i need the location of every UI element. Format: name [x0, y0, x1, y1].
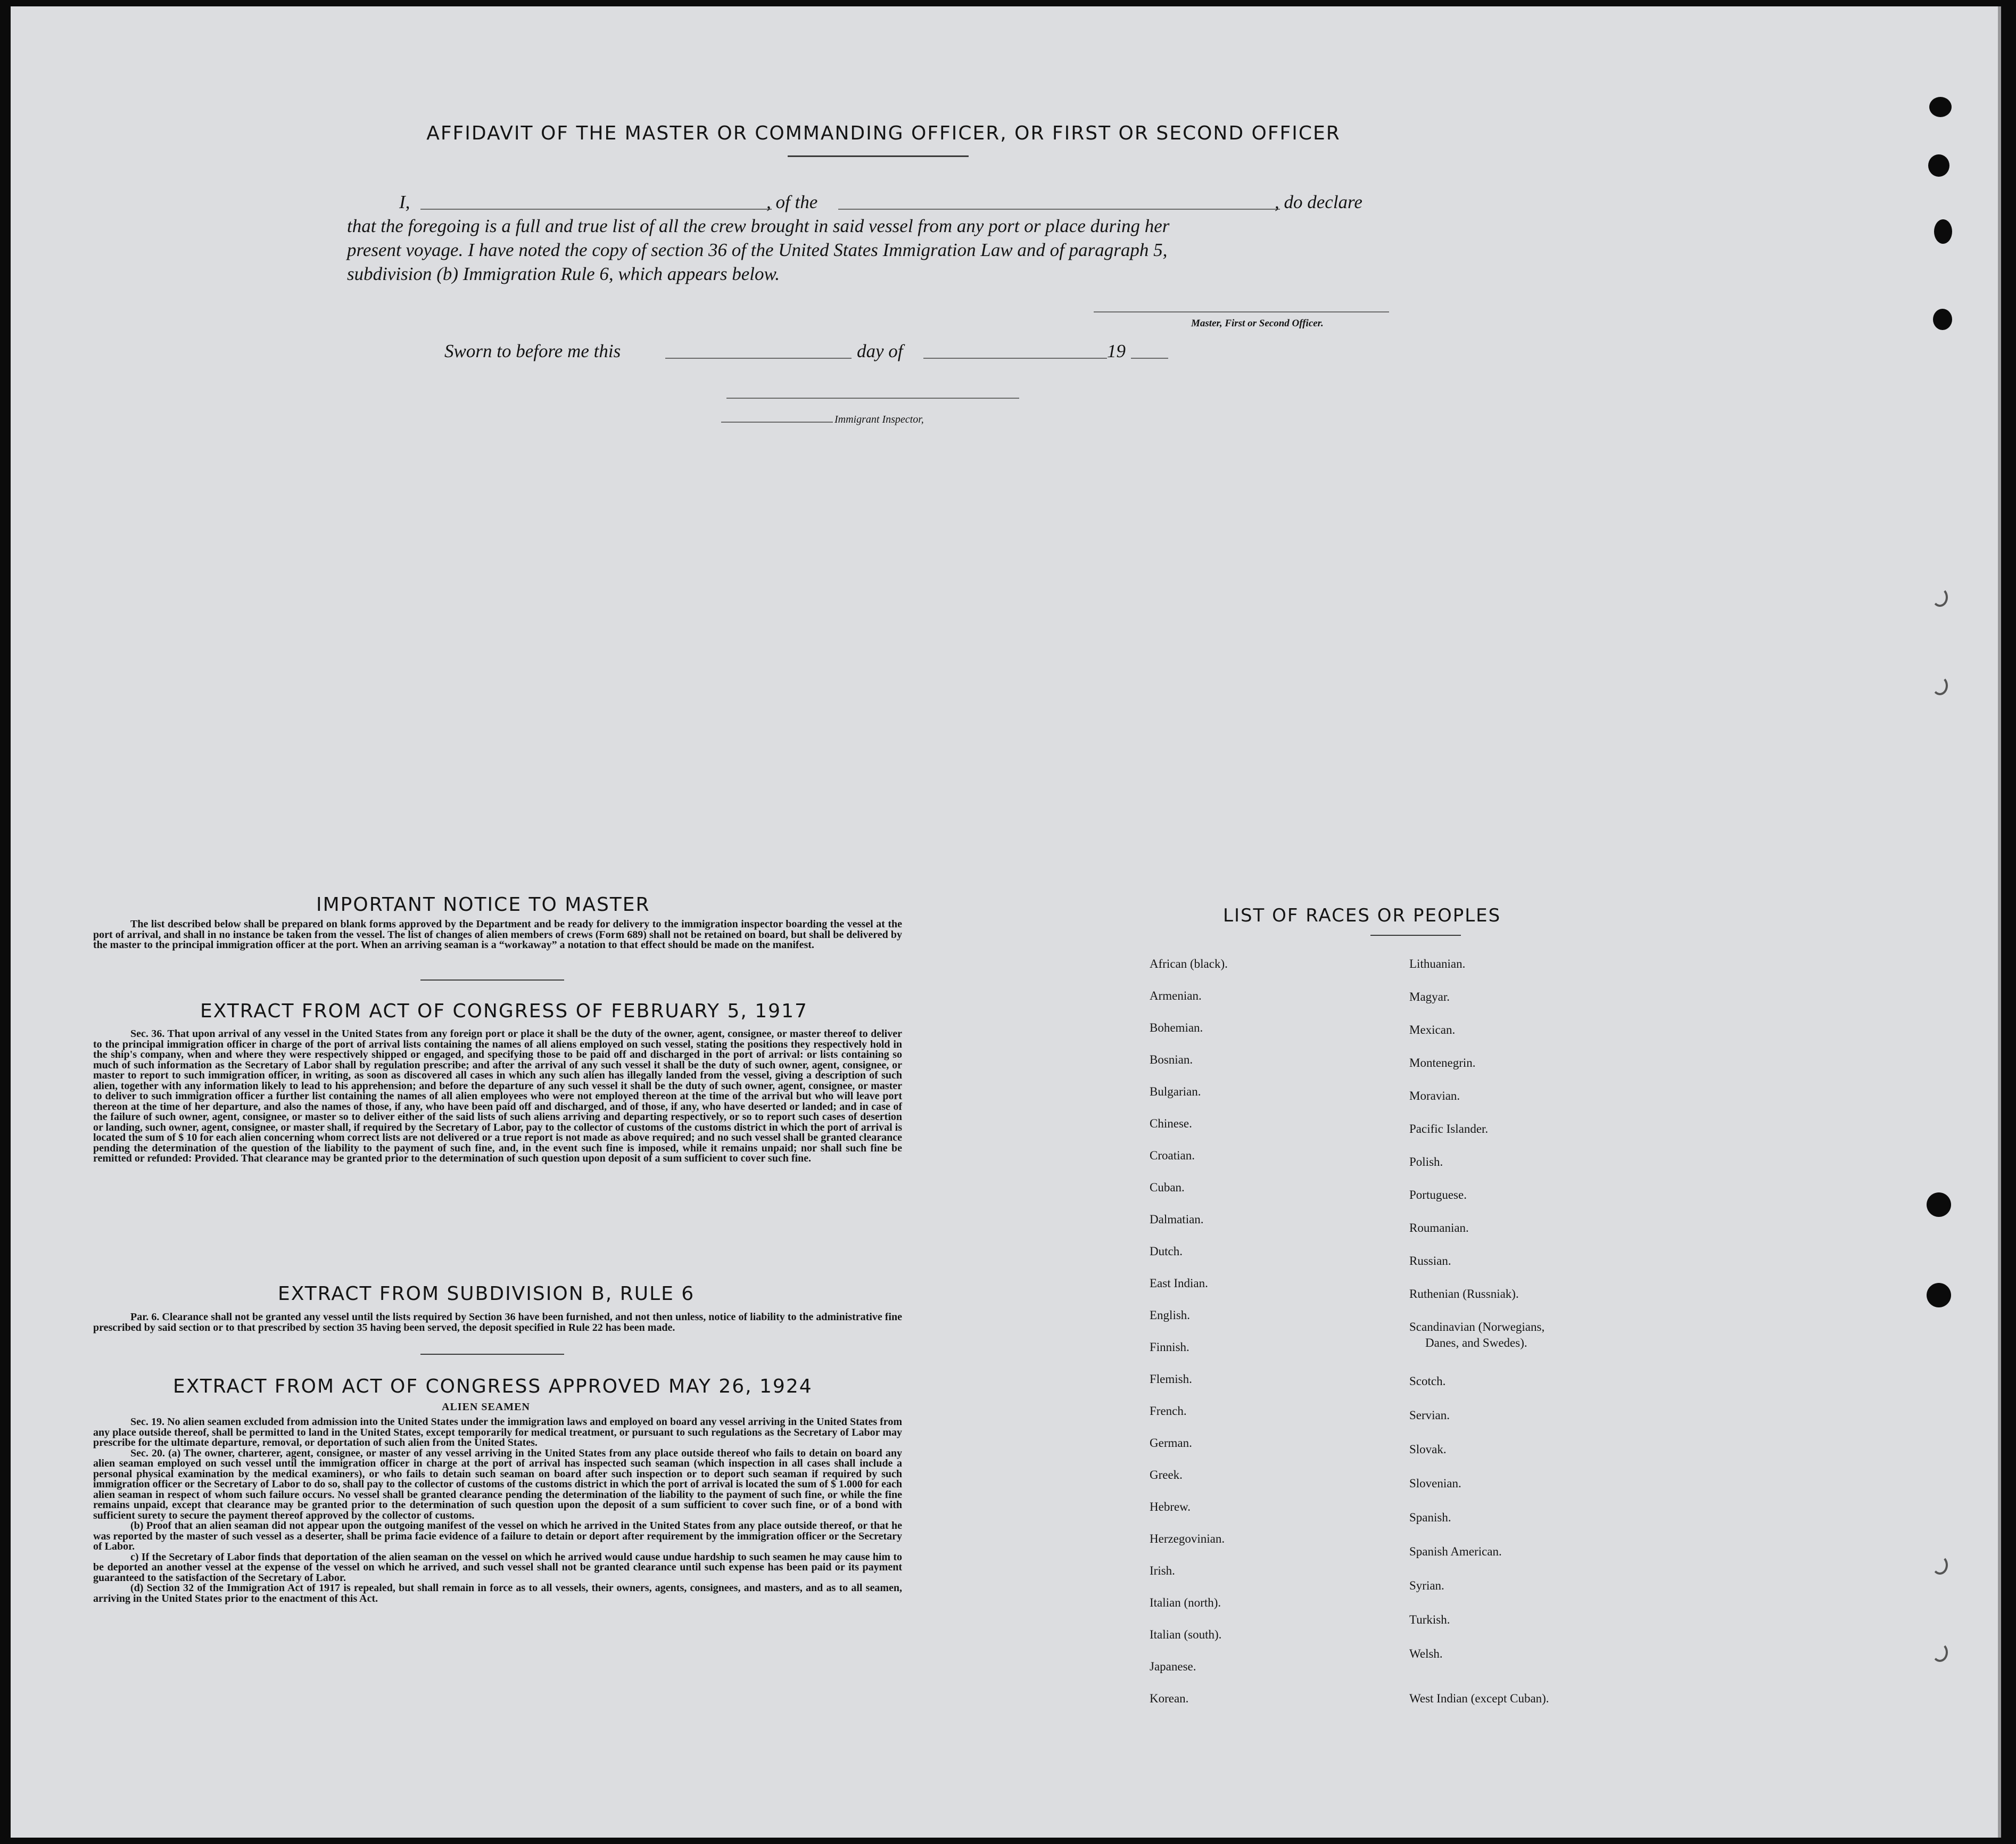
rule6-body-text: Par. 6. Clearance shall not be granted any vessel until the lists required by Section 36 have been furnished, and not then unless, notice of liability to the administrative fine prescribed by said section or to that prescribed by section 35 having been served, the deposit specified in Rule 22 has been made.	[93, 1311, 902, 1333]
sworn-year-blank[interactable]	[1131, 358, 1168, 359]
race-item: Scandinavian (Norwegians,	[1409, 1320, 1545, 1333]
inspector-line-short	[721, 422, 833, 423]
race-item: Slovenian.	[1409, 1477, 1461, 1490]
race-item: Syrian.	[1409, 1579, 1444, 1592]
notice-body	[93, 919, 902, 951]
race-item: Irish.	[1150, 1564, 1175, 1577]
affidavit-line3: present voyage. I have noted the copy of section 36 of the United States Immigration Law and of paragraph 5,	[347, 240, 1168, 260]
punch-hole-outline	[1932, 1643, 1948, 1662]
race-item: Cuban.	[1150, 1181, 1185, 1194]
race-item: Roumanian.	[1409, 1221, 1469, 1234]
race-item: African (black).	[1150, 957, 1228, 970]
race-item: Chinese.	[1150, 1117, 1192, 1130]
sec20c-paragraph	[93, 1552, 902, 1584]
race-item: Croatian.	[1150, 1149, 1195, 1162]
rule6-body	[93, 1312, 902, 1333]
race-item: Portuguese.	[1409, 1188, 1467, 1201]
race-item: East Indian.	[1150, 1277, 1208, 1290]
sec20b-text: (b) Proof that an alien seaman did not appear upon the outgoing manifest of the vessel on which he arrived in the United States from any place outside thereof, or that he was reported by the master of such vessel as a deserter, shall be prima facie evidence of a failure to detain or deport after requirement by the immigration officer or the Secretary of Labor.	[93, 1520, 902, 1552]
punch-hole	[1934, 219, 1952, 244]
notice-body-text: The list described below shall be prepared on blank forms approved by the Department and be ready for delivery to the immigration inspector boarding the vessel at the port of arrival, and shall in no instance be taken from the vessel. The list of changes of alien members of crews (Form 689) shall not be retained on board, but shall be delivered by the master to the principal immigration officer at the port. When an arriving seaman is a “workaway” a notation to that effect should be made on the manifest.	[93, 918, 902, 951]
sworn-day-blank[interactable]	[665, 358, 852, 359]
affidavit-line2: that the foregoing is a full and true list of all the crew brought in said vessel from any port or place during her	[347, 216, 1170, 236]
inspector-caption: Immigrant Inspector,	[835, 414, 924, 425]
race-item: Greek.	[1150, 1468, 1183, 1481]
affidavit-line1-mid: , of the	[766, 192, 818, 212]
sworn-month-blank[interactable]	[923, 358, 1107, 359]
notice-title: IMPORTANT NOTICE TO MASTER	[316, 894, 650, 916]
race-item: Italian (north).	[1150, 1596, 1221, 1609]
sec20c-text: c) If the Secretary of Labor finds that deportation of the alien seaman on the vessel on which he arrived would cause undue hardship to such seamen he may cause him to be deported an another vessel at the expense of the vessel on which he arrived, and such vessel shall not be granted clearance until such expense has been paid or its payment guaranteed to the satisfaction of the Secretary of Labor.	[93, 1551, 902, 1584]
race-item: Servian.	[1409, 1409, 1450, 1422]
race-item: Bohemian.	[1150, 1021, 1203, 1034]
sworn-year-prefix: 19	[1107, 341, 1126, 361]
race-item: Slovak.	[1409, 1443, 1447, 1456]
race-item: Pacific Islander.	[1409, 1122, 1489, 1135]
signature-caption: Master, First or Second Officer.	[1191, 318, 1324, 329]
race-item: Lithuanian.	[1409, 957, 1466, 970]
title-underline	[788, 155, 969, 157]
punch-hole-outline	[1932, 1555, 1948, 1575]
race-item: Spanish American.	[1409, 1545, 1502, 1558]
race-item: Dutch.	[1150, 1245, 1183, 1258]
punch-hole	[1933, 309, 1952, 330]
sec19-text: Sec. 19. No alien seamen excluded from admission into the United States under the immigration laws and employed on board any vessel arriving in the United States from any place outside thereof, shall be permitted to land in the United States, except temporarily for medical treatment, or pursuant to such regulations as the Secretary of Labor may prescribe for the ultimate departure, removal, or deportation of such alien from the United States.	[93, 1416, 902, 1448]
sworn-text: Sworn to before me this	[444, 341, 621, 361]
race-item: Bulgarian.	[1150, 1085, 1201, 1098]
extract-1924-subtitle: ALIEN SEAMEN	[442, 1401, 530, 1413]
inspector-signature-line[interactable]	[726, 398, 1019, 399]
race-item: Ruthenian (Russniak).	[1409, 1287, 1519, 1300]
extract-1917-title: EXTRACT FROM ACT OF CONGRESS OF FEBRUARY 5, 1917	[200, 1000, 808, 1022]
race-item: Dalmatian.	[1150, 1213, 1204, 1226]
affidavit-title: AFFIDAVIT OF THE MASTER OR COMMANDING OFFICER, OR FIRST OR SECOND OFFICER	[426, 122, 1341, 144]
punch-hole	[1927, 1283, 1951, 1307]
punch-hole-outline	[1932, 676, 1948, 695]
sec20a-text: Sec. 20. (a) The owner, charterer, agent, consignee, or master of any vessel arriving in the United States from any place outside thereof who fails to detain on board any alien seaman employed on such vessel until the immigration officer in charge at the port of arrival has inspected such seaman (which inspection in all cases shall include a personal physical examination by the medical examiners), or who fails to detain such seaman on board after such inspection or to deport such seaman if required by such immigration officer or the Secretary of Labor to do so, shall pay to the collector of customs of the customs district in which the port of arrival is located the sum of $ 1.000 for each alien seaman in respect of whom such failure occurs. No vessel shall be granted clearance pending the determination of the liability to the payment of such fine, or while the fine remains unpaid, except that clearance may be granted prior to the determination of such question upon the deposit of a sum sufficient to cover such fine, or of a bond with sufficient surety to secure the payment thereof approved by the collector of customs.	[93, 1447, 902, 1521]
race-item: Spanish.	[1409, 1511, 1451, 1524]
extract-1924-title: EXTRACT FROM ACT OF CONGRESS APPROVED MAY 26, 1924	[173, 1376, 813, 1397]
races-title-underline	[1370, 935, 1461, 936]
race-item: English.	[1150, 1308, 1191, 1322]
sec20a-paragraph	[93, 1448, 902, 1521]
race-item: Korean.	[1150, 1692, 1189, 1705]
race-item-continuation: Danes, and Swedes).	[1425, 1336, 1527, 1349]
race-item: Moravian.	[1409, 1089, 1460, 1102]
race-item: Armenian.	[1150, 989, 1202, 1002]
form-sheet	[11, 6, 2001, 1838]
name-blank[interactable]	[420, 209, 772, 210]
race-item: Turkish.	[1409, 1613, 1450, 1626]
sec20d-paragraph	[93, 1583, 902, 1604]
extract-1924-body	[93, 1417, 902, 1604]
race-item: Bosnian.	[1150, 1053, 1193, 1066]
punch-hole	[1927, 1192, 1951, 1217]
punch-hole	[1928, 154, 1949, 177]
extract-1917-body-text: Sec. 36. That upon arrival of any vessel in the United States from any foreign port or place it shall be the duty of the owner, agent, consignee, or master thereof to deliver to the principal immigration officer in charge of the port of arrival lists containing the names of all aliens employed on such vessel, stating the positions they respectively hold in the ship's company, when and where they were respectively shipped or engaged, and specifying those to be paid off and discharged in the port of arrival: or lists containing so much of such information as the Secretary of Labor shall by regulation prescribe; and after the arrival of any such vessel it shall be the duty of such owner, agent, consignee, or master to report to such immigration officer, in writing, as soon as discovered all cases in which any such alien has illegally landed from the vessel, giving a description of such alien, together with any information likely to lead to his apprehension; and before the departure of any such vessel it shall be the duty of such owner, agent, consignee, or master to deliver to such immigration officer a further list containing the names of all alien employees who were not employed thereon at the time of the arrival but who will leave port thereon at the time of her departure, and also the names of those, if any, who have been paid off and discharged, and of those, if any, who have deserted or landed; and in case of the failure of such owner, agent, consignee, or master so to deliver either of the said lists of such aliens arriving and departing respectively, or so to report such cases of desertion or landing, such owner, agent, consignee, or master shall, if required by the Secretary of Labor, pay to the collector of customs of the customs district in which the port of arrival is located the sum of $ 10 for each alien concerning whom correct lists are not delivered or a true report is not made as above required; and no such vessel shall be granted clearance pending the determination of the question of the liability to the payment of such fine, and, in the event such fine is imposed, while it remains unpaid; nor shall such fine be remitted or refunded: Provided. That clearance may be granted prior to the determination of such question upon deposit of a sum sufficient to cover such fine.	[93, 1028, 902, 1164]
sec20d-text: (d) Section 32 of the Immigration Act of 1917 is repealed, but shall remain in force as to all vessels, their owners, agents, consignees, and masters, and as to all seamen, arriving in the United States prior to the enactment of this Act.	[93, 1582, 902, 1604]
race-item: Russian.	[1409, 1254, 1451, 1267]
sec19-paragraph	[93, 1417, 902, 1448]
race-item: Flemish.	[1150, 1372, 1192, 1386]
race-item: Italian (south).	[1150, 1628, 1222, 1641]
punch-hole-outline	[1932, 588, 1948, 607]
notice-divider	[420, 979, 564, 981]
signature-line[interactable]	[1094, 311, 1389, 312]
race-item: West Indian (except Cuban).	[1409, 1692, 1549, 1705]
race-item: Japanese.	[1150, 1660, 1196, 1673]
rule6-divider	[420, 1354, 564, 1355]
race-item: German.	[1150, 1436, 1192, 1450]
extract-1917-body	[93, 1029, 902, 1164]
race-item: Polish.	[1409, 1155, 1443, 1168]
affidavit-line1-start: I,	[399, 192, 410, 212]
races-title: LIST OF RACES OR PEOPLES	[1223, 905, 1501, 926]
race-item: Welsh.	[1409, 1647, 1443, 1660]
race-item: Finnish.	[1150, 1340, 1189, 1354]
punch-hole	[1929, 97, 1952, 117]
affidavit-line4: subdivision (b) Immigration Rule 6, which appears below.	[347, 264, 780, 284]
race-item: Mexican.	[1409, 1023, 1456, 1036]
affidavit-line1-end: , do declare	[1275, 192, 1362, 212]
sworn-day-of: day of	[857, 341, 903, 361]
sec20b-paragraph	[93, 1521, 902, 1552]
race-item: French.	[1150, 1404, 1187, 1418]
race-item: Hebrew.	[1150, 1500, 1191, 1513]
race-item: Montenegrin.	[1409, 1056, 1476, 1069]
race-item: Magyar.	[1409, 990, 1450, 1003]
vessel-blank[interactable]	[838, 209, 1280, 210]
race-item: Herzegovinian.	[1150, 1532, 1225, 1545]
rule6-title: EXTRACT FROM SUBDIVISION B, RULE 6	[278, 1283, 695, 1305]
race-item: Scotch.	[1409, 1374, 1446, 1388]
